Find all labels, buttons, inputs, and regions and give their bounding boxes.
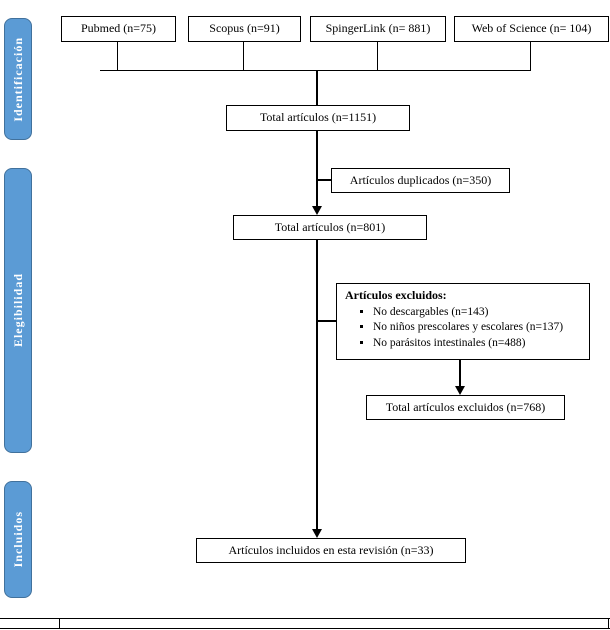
excluded-item: ▪ No niños prescolares y escolares (n=137) — [373, 320, 581, 334]
stage-label-identificacion: Identificación — [10, 36, 25, 122]
excluded-item: ▪ No parásitos intestinales (n=488) — [373, 336, 581, 350]
stage-bar-incluidos — [4, 481, 32, 598]
node-included: Artículos incluidos en esta revisión (n=33) — [196, 538, 466, 563]
arrowhead-down-icon — [312, 206, 322, 215]
bottom-rule — [0, 628, 610, 629]
arrowhead-down-icon — [455, 386, 465, 395]
connector-line — [117, 42, 118, 70]
connector-line — [530, 42, 531, 70]
bottom-rule — [0, 618, 610, 619]
connector-line — [316, 240, 318, 529]
excluded-title: Artículos excluidos: — [345, 288, 447, 302]
connector-line — [459, 360, 461, 387]
excluded-item: ▪ No descargables (n=143) — [373, 305, 581, 319]
connector-line — [317, 320, 336, 322]
source-box-scopus: Scopus (n=91) — [188, 16, 301, 42]
connector-line — [243, 42, 244, 70]
node-total-after-duplicates: Total artículos (n=801) — [233, 215, 427, 240]
node-total-excluded: Total artículos excluidos (n=768) — [366, 395, 565, 420]
node-excluded — [336, 283, 590, 360]
connector-line — [377, 42, 378, 70]
stage-bar-identificacion — [4, 18, 32, 140]
stage-label-incluidos: Incluidos — [10, 511, 25, 568]
bottom-rule-tick — [59, 618, 60, 629]
source-box-pubmed: Pubmed (n=75) — [61, 16, 176, 42]
connector-line — [316, 131, 318, 206]
excluded-list — [345, 305, 581, 350]
node-total-initial: Total artículos (n=1151) — [226, 105, 410, 131]
connector-line — [316, 70, 318, 105]
source-box-web-of-science: Web of Science (n= 104) — [454, 16, 609, 42]
stage-label-elegibilidad: Elegibilidad — [10, 273, 25, 348]
source-box-springerlink: SpingerLink (n= 881) — [310, 16, 446, 42]
bottom-rule-tick — [608, 618, 609, 629]
connector-line — [317, 179, 331, 181]
node-duplicates: Artículos duplicados (n=350) — [331, 168, 510, 193]
arrowhead-down-icon — [312, 529, 322, 538]
stage-bar-elegibilidad — [4, 168, 32, 453]
